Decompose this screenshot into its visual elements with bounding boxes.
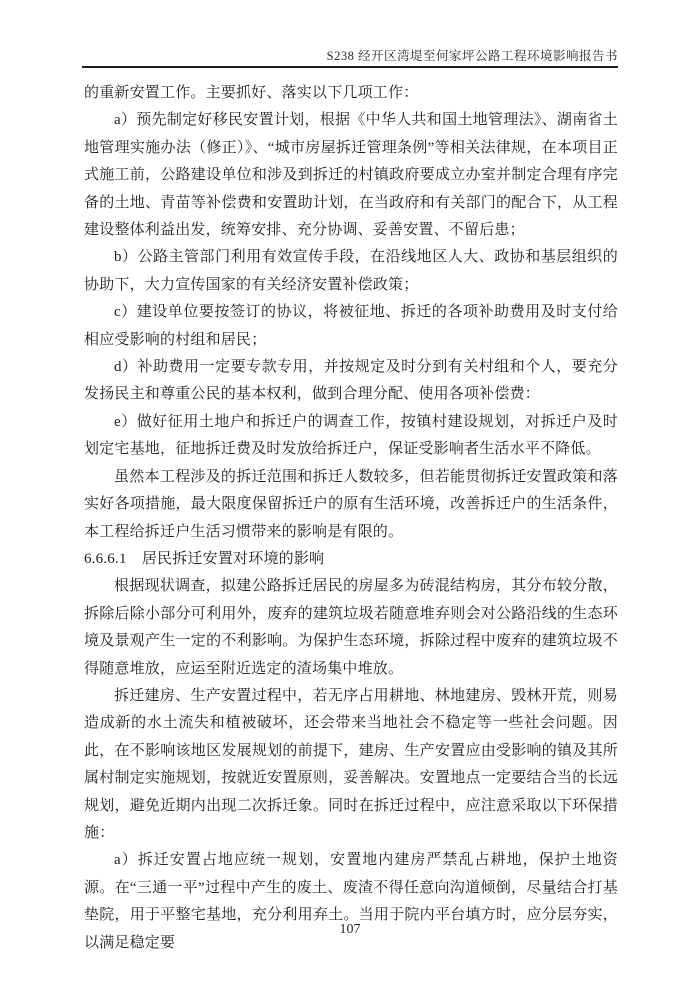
- paragraph-resettlement: 拆迁建房、生产安置过程中，若无序占用耕地、林地建房、毁林开荒，则易造成新的水土流失和植被破坏，还会带来当地社会不稳定等一些社会问题。因此，在不影响该地区发展规划的前提下，建房、生产安置应由受影响的镇及其所属村制定实施规划，按就近安置原则，妥善解决。安置地点一定要结合当的长远规划，避免近期内出现二次拆迁象。同时在拆迁过程中，应注意采取以下环保措施：: [84, 687, 618, 841]
- paragraph-survey: 根据现状调查，拟建公路拆迁居民的房屋多为砖混结构房，其分布较分散，拆除后除小部分可利用外，废弃的建筑垃圾若随意堆弃则会对公路沿线的生态环境及景观产生一定的不利影响。为保护生态环境，拆除过程中废弃的建筑垃圾不得随意堆放，应运至附近选定的渣场集中堆放。: [84, 578, 618, 677]
- paragraph-continuation: 的重新安置工作。主要抓好、落实以下几项工作：: [84, 85, 419, 101]
- document-body: [84, 80, 618, 957]
- paragraph-item-c: c）建设单位要按签订的协议，将被征地、拆迁的各项补助费用及时支付给相应受影响的村组和居民；: [84, 304, 618, 348]
- paragraph-item-d: d）补助费用一定要专款专用，并按规定及时分到有关村组和个人，要充分发扬民主和尊重公民的基本权利，做到合理分配、使用各项补偿费：: [84, 359, 618, 403]
- paragraph-summary: 虽然本工程涉及的拆迁范围和拆迁人数较多，但若能贯彻拆迁安置政策和落实好各项措施，最大限度保留拆迁户的原有生活环境，改善拆迁户的生活条件，本工程给拆迁户生活习惯带来的影响是有限的。: [84, 468, 618, 540]
- running-header: S238 经开区湾堤至何家坪公路工程环境影响报告书: [326, 49, 618, 63]
- header-rule: [82, 66, 618, 68]
- paragraph-item-e: e）做好征用土地户和拆迁户的调查工作，按镇村建设规划，对拆迁户及时划定宅基地，征地拆迁费及时发放给拆迁户，保证受影响者生活水平不降低。: [84, 413, 618, 458]
- paragraph-item-b: b）公路主管部门利用有效宣传手段，在沿线地区人大、政协和基层组织的协助下，大力宣传国家的有关经济安置补偿政策；: [84, 249, 618, 293]
- section-heading-6661: 6.6.6.1 居民拆迁安置对环境的影响: [84, 550, 325, 567]
- paragraph-item-a: a）预先制定好移民安置计划，根据《中华人共和国土地管理法》、湖南省土地管理实施办法（修正）》、“城市房屋拆迁管理条例”等相关法律规，在本项目正式施工前，公路建设单位和涉及到拆迁的村镇政府要成立办室并制定合理有序完备的土地、青苗等补偿费和安置助计划，在当政府和有关部门的配合下，从工程建设整体利益出发，统筹安排、充分协调、妥善安置、不留后患；: [84, 112, 618, 239]
- paragraph-measure-a: a）拆迁安置占地应统一规划，安置地内建房严禁乱占耕地，保护土地资源。在“三通一平”过程中产生的废土、废渣不得任意向沟道倾倒，尽量结合打基垫院，用于平整宅基地，充分利用弃土。当用于院内平台填方时，应分层夯实，以满足稳定要: [84, 852, 618, 951]
- page-number: 107: [339, 922, 361, 937]
